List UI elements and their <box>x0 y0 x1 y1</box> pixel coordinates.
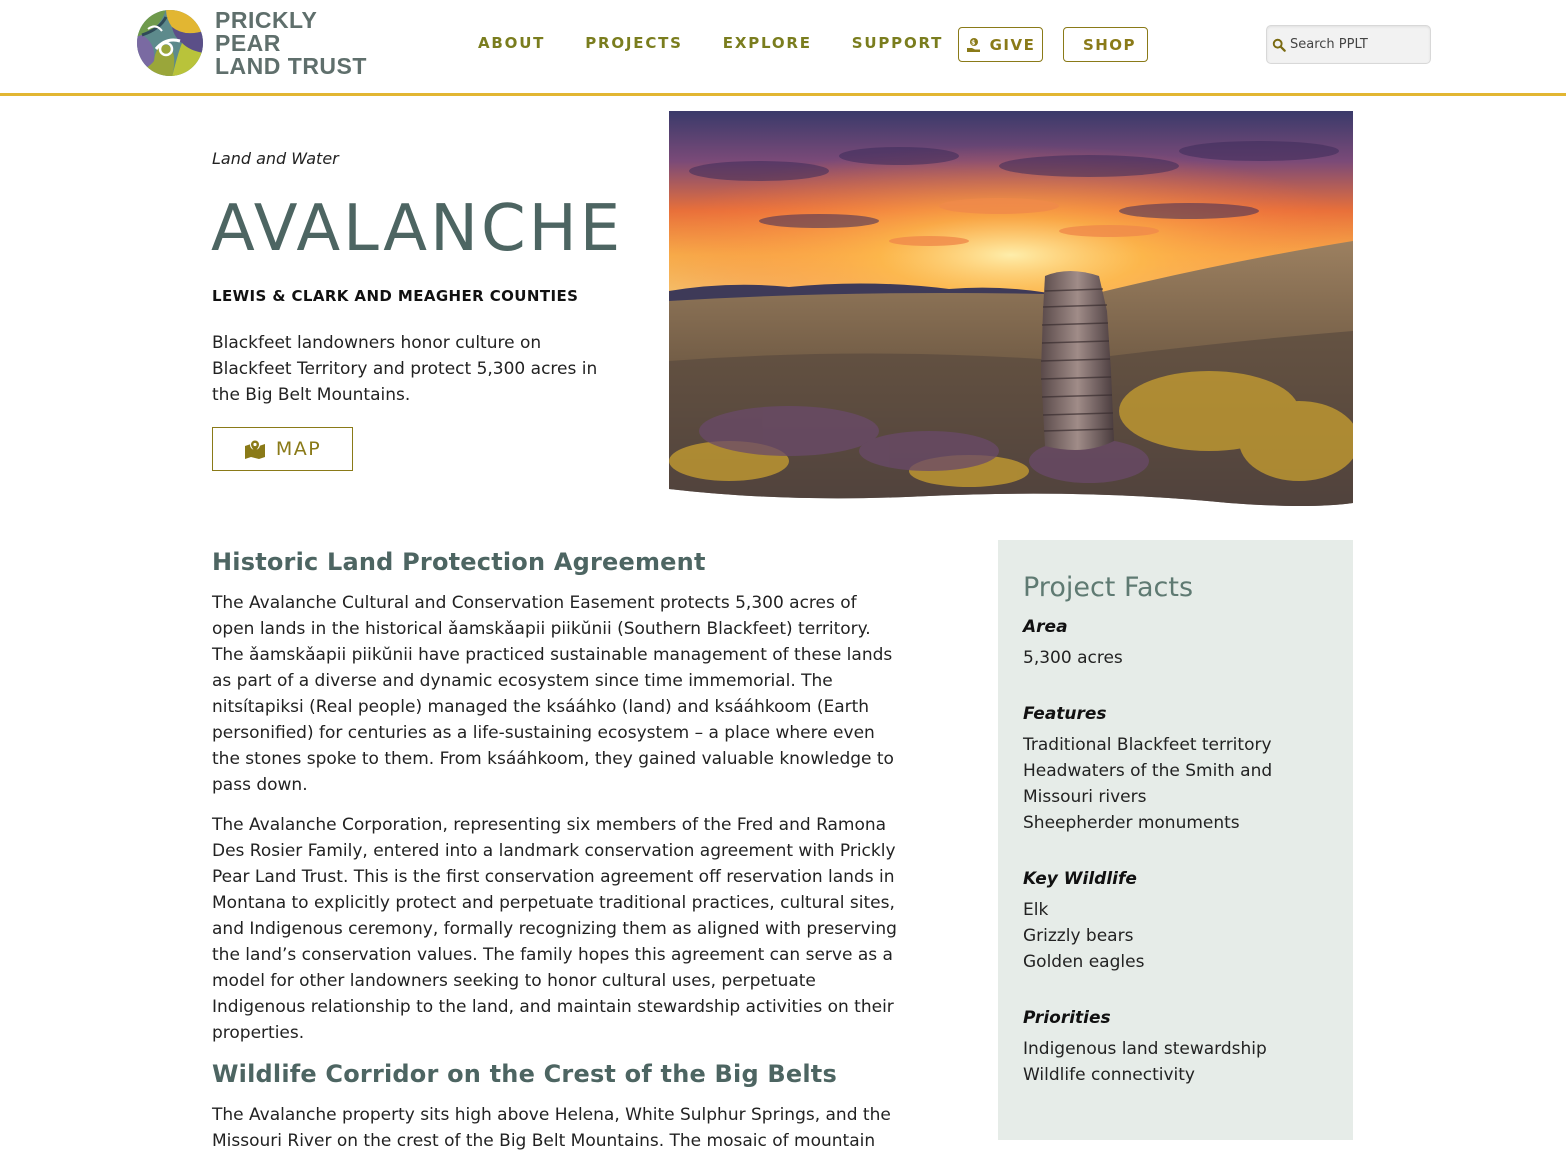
list-item: 5,300 acres <box>1023 648 1123 668</box>
list-item: Grizzly bears <box>1023 926 1134 946</box>
map-marker-icon <box>244 439 266 459</box>
shop-label: SHOP <box>1082 35 1137 54</box>
section-heading-wildlife: Wildlife Corridor on the Crest of the Big Belts <box>212 1060 837 1088</box>
page-title: AVALANCHE <box>211 192 624 266</box>
list-item: Wildlife connectivity <box>1023 1065 1195 1085</box>
counties-subtitle: LEWIS & CLARK AND MEAGHER COUNTIES <box>212 287 579 305</box>
nav-explore[interactable]: EXPLORE <box>722 34 812 52</box>
article-paragraph: The Avalanche property sits high above Helena, White Sulphur Springs, and the Missouri River on the crest of the Big Belt Mountains. The mosaic of mountain <box>212 1105 891 1151</box>
section-heading-agreement: Historic Land Protection Agreement <box>212 548 706 576</box>
list-item: Elk <box>1023 900 1049 920</box>
fact-list-priorities <box>1023 1036 1328 1088</box>
fact-list-area <box>1023 645 1328 671</box>
search-input[interactable] <box>1290 37 1425 52</box>
category-eyebrow: Land and Water <box>212 149 339 168</box>
give-button[interactable] <box>958 27 1043 62</box>
hero-landscape-image <box>669 111 1353 508</box>
fact-label-priorities: Priorities <box>1023 1008 1111 1028</box>
search-icon[interactable] <box>1272 38 1286 52</box>
list-item: Headwaters of the Smith and Missouri rivers <box>1023 761 1273 807</box>
map-label: MAP <box>275 438 322 460</box>
search-box <box>1266 25 1431 64</box>
nav-projects[interactable]: PROJECTS <box>585 34 683 52</box>
svg-text:$: $ <box>970 39 977 46</box>
logo-line-2: LAND TRUST <box>215 52 367 79</box>
project-facts-panel <box>998 540 1353 1140</box>
fact-label-area: Area <box>1023 617 1068 637</box>
main-nav <box>478 34 943 52</box>
fact-list-wildlife <box>1023 897 1328 975</box>
map-button[interactable] <box>212 427 353 471</box>
donate-icon <box>966 37 982 53</box>
nav-about[interactable]: ABOUT <box>478 34 546 52</box>
list-item: Sheepherder monuments <box>1023 813 1240 833</box>
fact-label-features: Features <box>1023 704 1107 724</box>
site-header <box>0 0 1566 96</box>
article-paragraph: The Avalanche Cultural and Conservation Easement protects 5,300 acres of open lands in the historical ǎamskǎapii piikŭnii (Southern Blackfeet) territory. The ǎamskǎapii piikŭnii have practiced sustainable management of these lands as part of a diverse and dynamic ecosystem since time immemorial. The nitsítapiksi (Real people) managed the ksááhko (land) and ksááhkoom (Earth personified) for centuries as a life-sustaining ecosystem – a place where even the stones spoke to them. From ksááhkoom, they gained valuable knowledge to pass down. <box>212 593 894 795</box>
give-label: GIVE <box>989 35 1036 54</box>
article-body <box>212 548 902 1168</box>
hero-summary: Blackfeet landowners honor culture on Blackfeet Territory and protect 5,300 acres in the Big Belt Mountains. <box>212 333 598 405</box>
fact-label-wildlife: Key Wildlife <box>1023 869 1137 889</box>
logo-text <box>215 6 376 79</box>
nav-support[interactable]: SUPPORT <box>851 34 944 52</box>
logo-line-1: PRICKLY PEAR <box>215 6 317 56</box>
facts-title: Project Facts <box>1023 572 1194 603</box>
article-paragraph: The Avalanche Corporation, representing six members of the Fred and Ramona Des Rosier Family, entered into a landmark conservation agreement with Prickly Pear Land Trust. This is the first conservation agreement off reservation lands in Montana to explicitly protect and perpetuate traditional practices, cultural sites, and Indigenous ceremony, formally recognizing them as aligned with preserving the land’s conservation values. The family hopes this agreement can serve as a model for other landowners seeking to honor cultural uses, perpetuate Indigenous relationship to the land, and maintain stewardship activities on their properties. <box>212 815 897 1043</box>
fact-list-features <box>1023 732 1328 836</box>
logo-mark-icon <box>136 9 204 77</box>
list-item: Indigenous land stewardship <box>1023 1039 1267 1059</box>
logo[interactable] <box>136 6 376 79</box>
list-item: Golden eagles <box>1023 952 1145 972</box>
list-item: Traditional Blackfeet territory <box>1023 735 1272 755</box>
shop-button[interactable] <box>1063 27 1148 62</box>
